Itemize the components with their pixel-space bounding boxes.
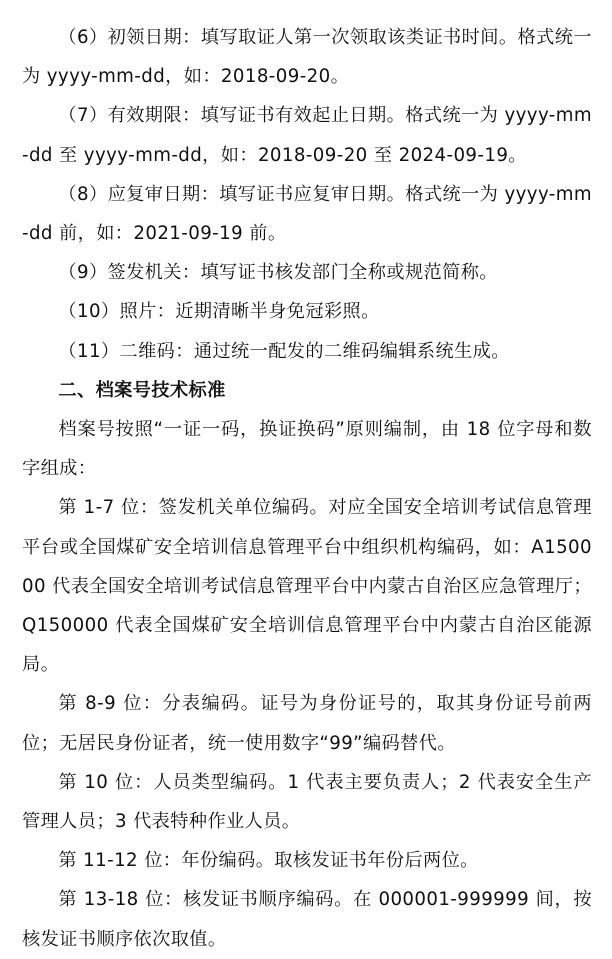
document-page [22, 18, 592, 959]
paragraph-digits-1-7: 第 1-7 位：签发机关单位编码。对应全国安全培训考试信息管理平台或全国煤矿安全培训信息管理平台中组织机构编码，如：A150000 代表全国安全培训考试信息管理平台中内蒙古自治区应急管理厅；Q150000 代表全国煤矿安全培训信息管理平台中内蒙古自治区能源局。 [22, 497, 592, 676]
paragraph-digits-13-18: 第 13-18 位：核发证书顺序编码。在 000001-999999 间，按核发证书顺序依次取值。 [22, 889, 592, 950]
section-heading: 二、档案号技术标准 [58, 379, 226, 401]
paragraph-digits-11-12: 第 11-12 位：年份编码。取核发证书年份后两位。 [58, 850, 479, 872]
paragraph-issuing-authority: （9）签发机关：填写证书核发部门全称或规范简称。 [58, 262, 498, 284]
paragraph-first-issue-date: （6）初领日期：填写取证人第一次领取该类证书时间。格式统一为 yyyy-mm-dd，如：2018-09-20。 [22, 27, 592, 88]
paragraph-digits-8-9: 第 8-9 位：分表编码。证号为身份证号的，取其身份证号前两位；无居民身份证者，统一使用数字“99”编码替代。 [22, 693, 592, 754]
paragraph-validity-period: （7）有效期限：填写证书有效起止日期。格式统一为 yyyy-mm-dd 至 yyyy-mm-dd，如：2018-09-20 至 2024-09-19。 [22, 105, 592, 166]
paragraph-digit-10: 第 10 位：人员类型编码。1 代表主要负责人；2 代表安全生产管理人员；3 代表特种作业人员。 [22, 771, 592, 833]
paragraph-photo: （10）照片：近期清晰半身免冠彩照。 [58, 301, 380, 323]
paragraph-review-date: （8）应复审日期：填写证书应复审日期。格式统一为 yyyy-mm-dd 前，如：2021-09-19 前。 [22, 183, 592, 245]
paragraph-archive-number-intro: 档案号按照“一证一码，换证换码”原则编制，由 18 位字母和数字组成： [22, 419, 592, 480]
paragraph-qr-code: （11）二维码：通过统一配发的二维码编辑系统生成。 [58, 340, 510, 362]
